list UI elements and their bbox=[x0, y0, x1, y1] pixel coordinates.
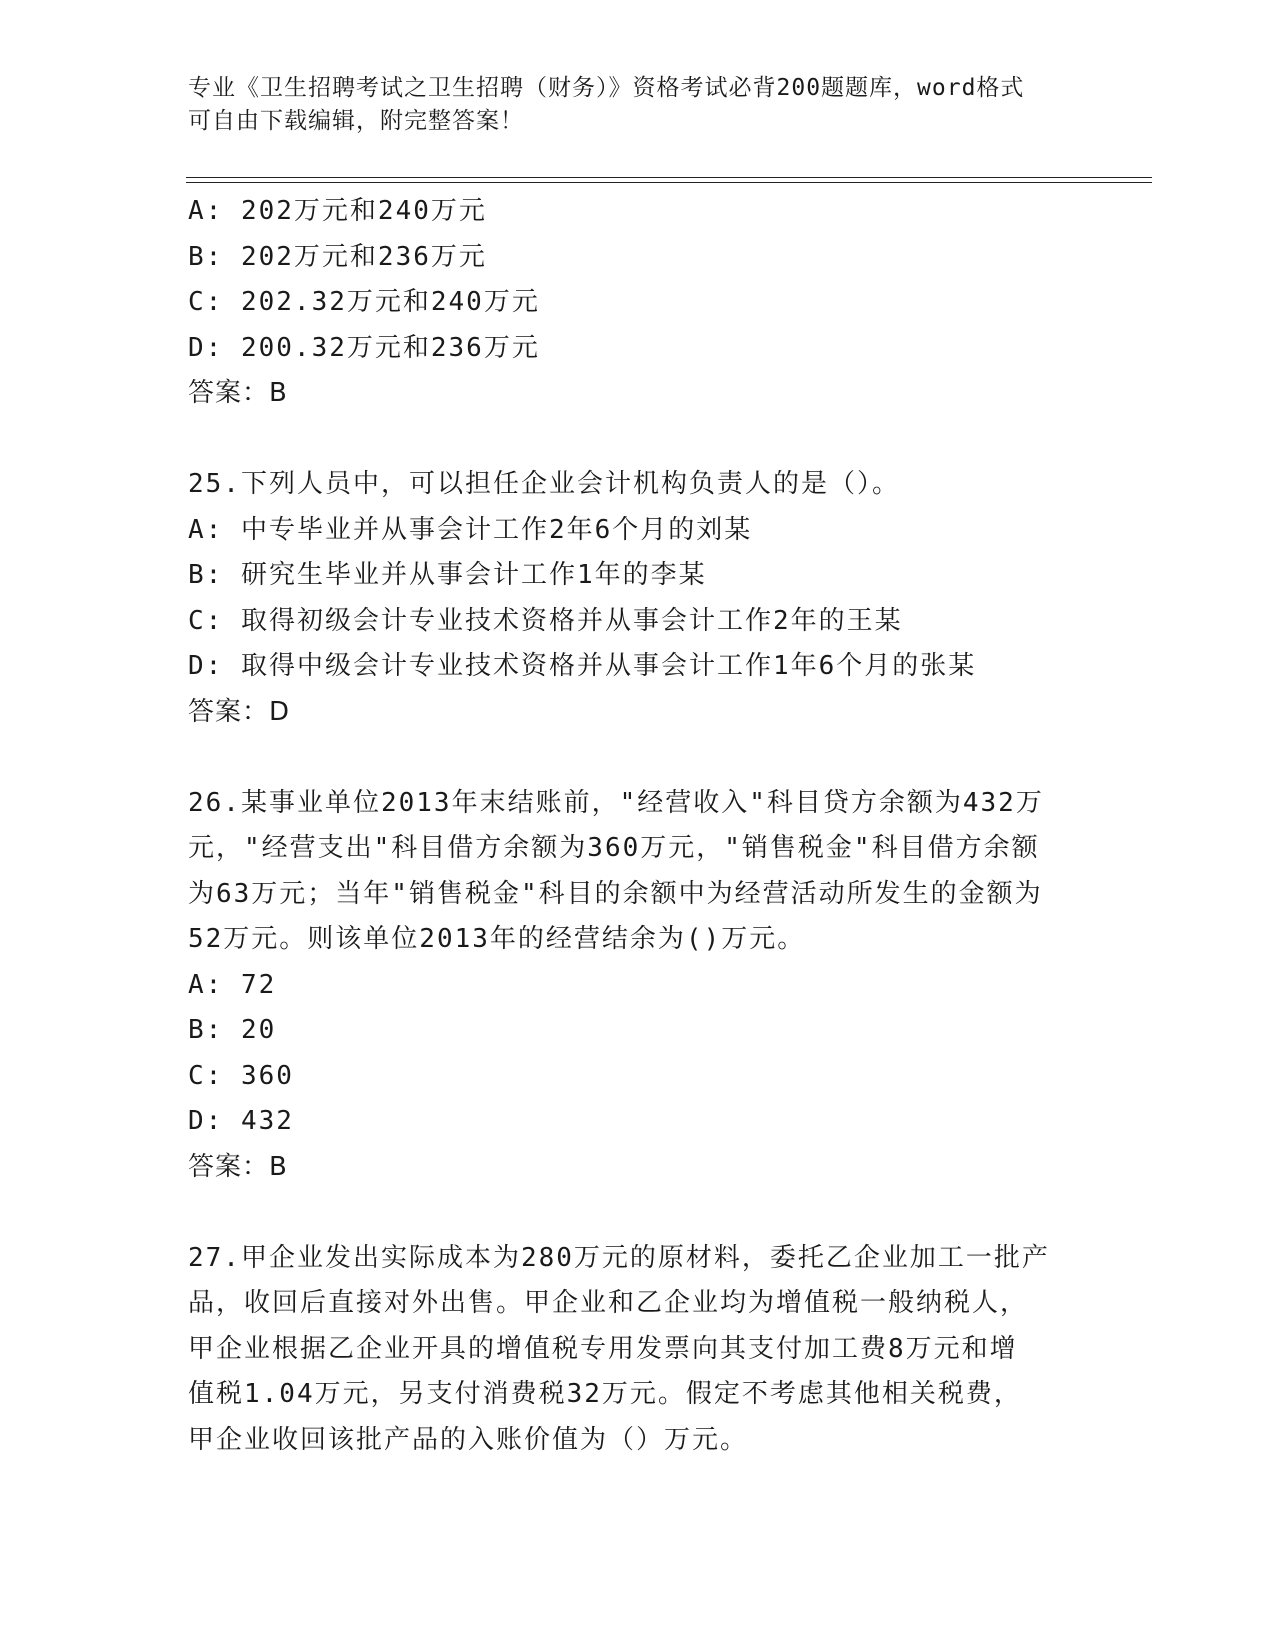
header-rule-top bbox=[186, 177, 1152, 178]
question-text-line-3: 甲企业根据乙企业开具的增值税专用发票向其支付加工费8万元和增 bbox=[188, 1333, 1018, 1364]
option-c: C: 202.32万元和240万元 bbox=[188, 287, 540, 317]
option-d: D: 取得中级会计专业技术资格并从事会计工作1年6个月的张某 bbox=[188, 651, 977, 681]
answer: 答案：D bbox=[188, 696, 291, 727]
question-text-line-3: 为63万元；当年"销售税金"科目的余额中为经营活动所发生的金额为 bbox=[188, 878, 1043, 909]
header-line-2: 可自由下载编辑，附完整答案！ bbox=[188, 108, 524, 134]
answer: 答案：B bbox=[188, 1151, 288, 1182]
option-a: A: 72 bbox=[188, 969, 277, 1000]
spacer bbox=[188, 735, 1088, 781]
option-a: A: 中专毕业并从事会计工作2年6个月的刘某 bbox=[188, 514, 753, 545]
question-text-line-2: 品，收回后直接对外出售。甲企业和乙企业均为增值税一般纳税人， bbox=[188, 1288, 1029, 1318]
question-text-line-5: 甲企业收回该批产品的入账价值为（）万元。 bbox=[188, 1424, 749, 1455]
option-d: D: 432 bbox=[188, 1106, 294, 1136]
option-d: D: 200.32万元和236万元 bbox=[188, 332, 540, 363]
document-header bbox=[188, 72, 1068, 138]
question-text-line-4: 52万元。则该单位2013年的经营结余为()万元。 bbox=[188, 924, 806, 954]
option-a: A: 202万元和240万元 bbox=[188, 196, 487, 226]
option-b: B: 研究生毕业并从事会计工作1年的李某 bbox=[188, 560, 707, 590]
spacer bbox=[188, 1190, 1088, 1236]
question-text-line-1: 26.某事业单位2013年末结账前，"经营收入"科目贷方余额为432万 bbox=[188, 787, 1044, 818]
question-text: 25.下列人员中，可以担任企业会计机构负责人的是（）。 bbox=[188, 469, 900, 499]
spacer bbox=[188, 417, 1088, 463]
question-26 bbox=[188, 781, 1088, 1191]
header-line-1: 专业《卫生招聘考试之卫生招聘（财务）》资格考试必背200题题库，word格式 bbox=[188, 75, 1025, 101]
option-c: C: 取得初级会计专业技术资格并从事会计工作2年的王某 bbox=[188, 605, 903, 636]
question-24 bbox=[188, 189, 1088, 417]
option-b: B: 202万元和236万元 bbox=[188, 241, 487, 272]
question-27 bbox=[188, 1236, 1088, 1464]
header-rule-bottom bbox=[186, 182, 1152, 183]
question-25 bbox=[188, 462, 1088, 735]
answer: 答案：B bbox=[188, 378, 288, 408]
option-b: B: 20 bbox=[188, 1015, 277, 1045]
option-c: C: 360 bbox=[188, 1060, 294, 1091]
question-text-line-4: 值税1.04万元，另支付消费税32万元。假定不考虑其他相关税费， bbox=[188, 1379, 1022, 1409]
question-text-line-1: 27.甲企业发出实际成本为280万元的原材料，委托乙企业加工一批产 bbox=[188, 1242, 1050, 1273]
question-text-line-2: 元，"经营支出"科目借方余额为360万元，"销售税金"科目借方余额 bbox=[188, 833, 1040, 863]
question-list bbox=[188, 189, 1088, 1463]
